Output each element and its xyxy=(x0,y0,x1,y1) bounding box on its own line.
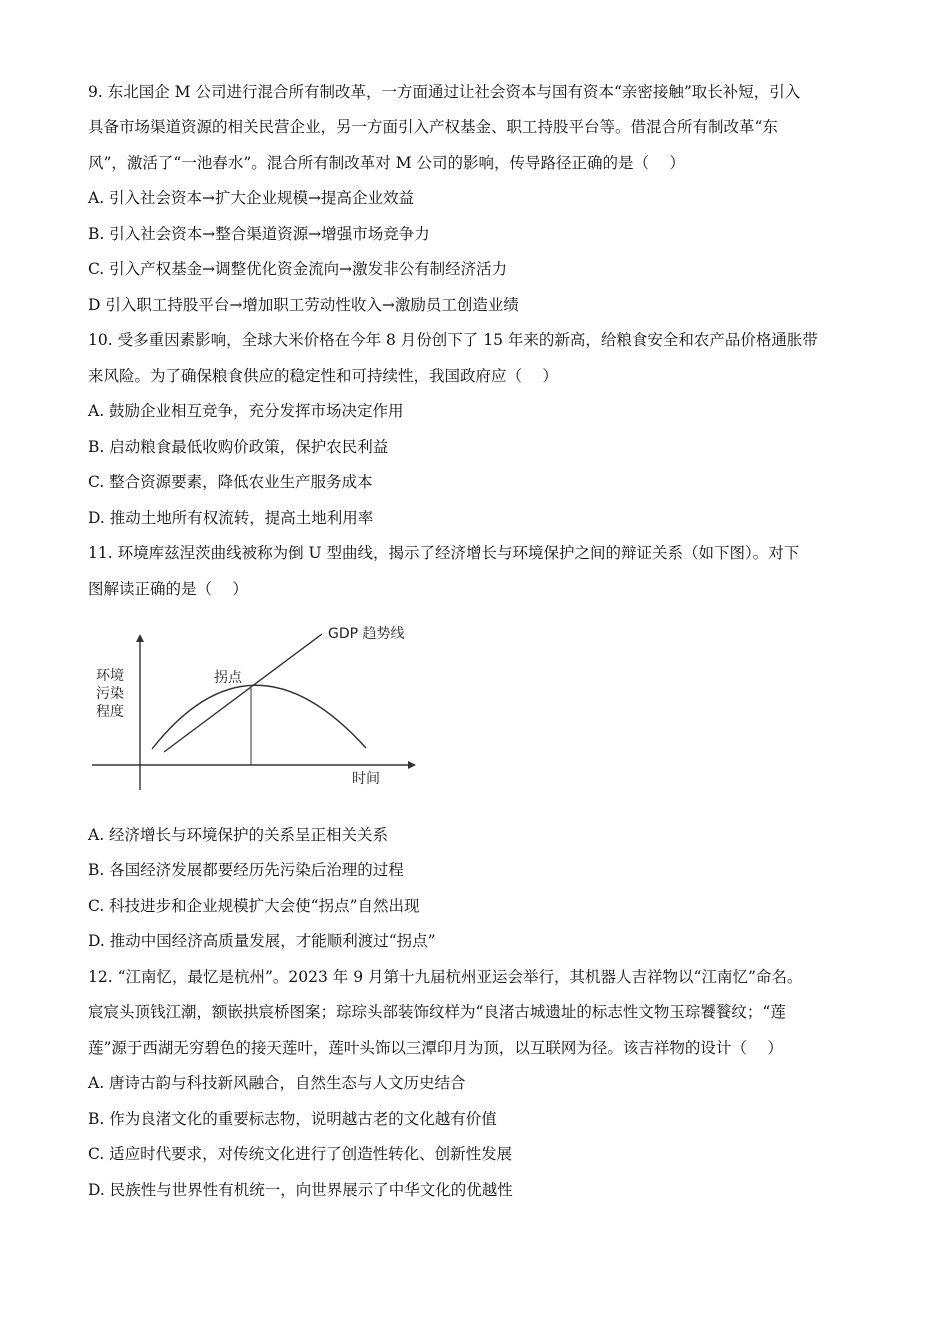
q9-option-d: D 引入职工持股平台→增加职工劳动性收入→激励员工创造业绩 xyxy=(88,296,519,314)
q9-stem-line-1: 9. 东北国企 M 公司进行混合所有制改革，一方面通过让社会资本与国有资本“亲密接触”取长补短，引入 xyxy=(88,83,801,101)
q12-option-d: D. 民族性与世界性有机统一，向世界展示了中华文化的优越性 xyxy=(88,1181,513,1199)
q11-option-c: C. 科技进步和企业规模扩大会使“拐点”自然出现 xyxy=(88,897,420,915)
xlabel: 时间 xyxy=(352,771,380,787)
q9-option-a: A. 引入社会资本→扩大企业规模→提高企业效益 xyxy=(88,189,415,207)
q11-stem-line-2: 图解读正确的是（ ） xyxy=(88,580,248,598)
q12-stem-line-2: 宸宸头顶钱江潮，额嵌拱宸桥图案；琮琮头部装饰纹样为“良渚古城遗址的标志性文物玉琮饕餮纹；“莲 xyxy=(88,1003,786,1021)
q11-option-d: D. 推动中国经济高质量发展，才能顺利渡过“拐点” xyxy=(88,932,436,950)
ylabel-line-1: 环境 xyxy=(96,668,124,684)
q9-option-c: C. 引入产权基金→调整优化资金流向→激发非公有制经济活力 xyxy=(88,260,508,278)
q10-stem-line-1: 10. 受多重因素影响，全球大米价格在今年 8 月份创下了 15 年来的新高，给粮食安全和农产品价格通胀带 xyxy=(88,331,818,349)
q10-option-c: C. 整合资源要素，降低农业生产服务成本 xyxy=(88,473,373,491)
kuznets-curve-figure xyxy=(88,612,428,802)
q9-stem-line-3: 风”，激活了“一池春水”。混合所有制改革对 M 公司的影响，传导路径正确的是（ ） xyxy=(88,154,685,172)
q11-option-a: A. 经济增长与环境保护的关系呈正相关关系 xyxy=(88,826,389,844)
q12-option-b: B. 作为良渚文化的重要标志物，说明越古老的文化越有价值 xyxy=(88,1110,497,1128)
q12-stem-line-3: 莲”源于西湖无穷碧色的接天莲叶，莲叶头饰以三潭印月为顶，以互联网为径。该吉祥物的设计（ ） xyxy=(88,1039,783,1057)
q10-option-b: B. 启动粮食最低收购价政策，保护农民利益 xyxy=(88,438,389,456)
q10-option-d: D. 推动土地所有权流转，提高土地利用率 xyxy=(88,509,374,527)
q11-option-b: B. 各国经济发展都要经历先污染后治理的过程 xyxy=(88,861,404,879)
ylabel-line-3: 程度 xyxy=(96,704,124,720)
q11-stem-line-1: 11. 环境库兹涅茨曲线被称为倒 U 型曲线，揭示了经济增长与环境保护之间的辩证关系（如下图）。对下 xyxy=(88,544,800,562)
x-axis-arrow xyxy=(408,761,416,769)
y-axis-arrow xyxy=(136,634,144,642)
kuznets-curve-svg xyxy=(88,612,428,802)
ylabel-line-2: 污染 xyxy=(96,686,124,702)
turning-point-label: 拐点 xyxy=(214,670,242,686)
gdp-trend-line xyxy=(164,634,322,752)
q12-stem-line-1: 12. “江南忆，最忆是杭州”。2023 年 9 月第十九届杭州亚运会举行，其机器人吉祥物以“江南忆”命名。 xyxy=(88,968,803,986)
q10-option-a: A. 鼓励企业相互竞争，充分发挥市场决定作用 xyxy=(88,402,404,420)
inverted-u-curve xyxy=(152,685,366,749)
q12-option-c: C. 适应时代要求，对传统文化进行了创造性转化、创新性发展 xyxy=(88,1145,513,1163)
q9-option-b: B. 引入社会资本→整合渠道资源→增强市场竞争力 xyxy=(88,225,430,243)
q9-stem-line-2: 具备市场渠道资源的相关民营企业，另一方面引入产权基金、职工持股平台等。借混合所有制改革“东 xyxy=(88,118,778,136)
q12-option-a: A. 唐诗古韵与科技新风融合，自然生态与人文历史结合 xyxy=(88,1074,466,1092)
gdp-trend-label: GDP 趋势线 xyxy=(328,626,405,642)
q10-stem-line-2: 来风险。为了确保粮食供应的稳定性和可持续性，我国政府应（ ） xyxy=(88,367,558,385)
